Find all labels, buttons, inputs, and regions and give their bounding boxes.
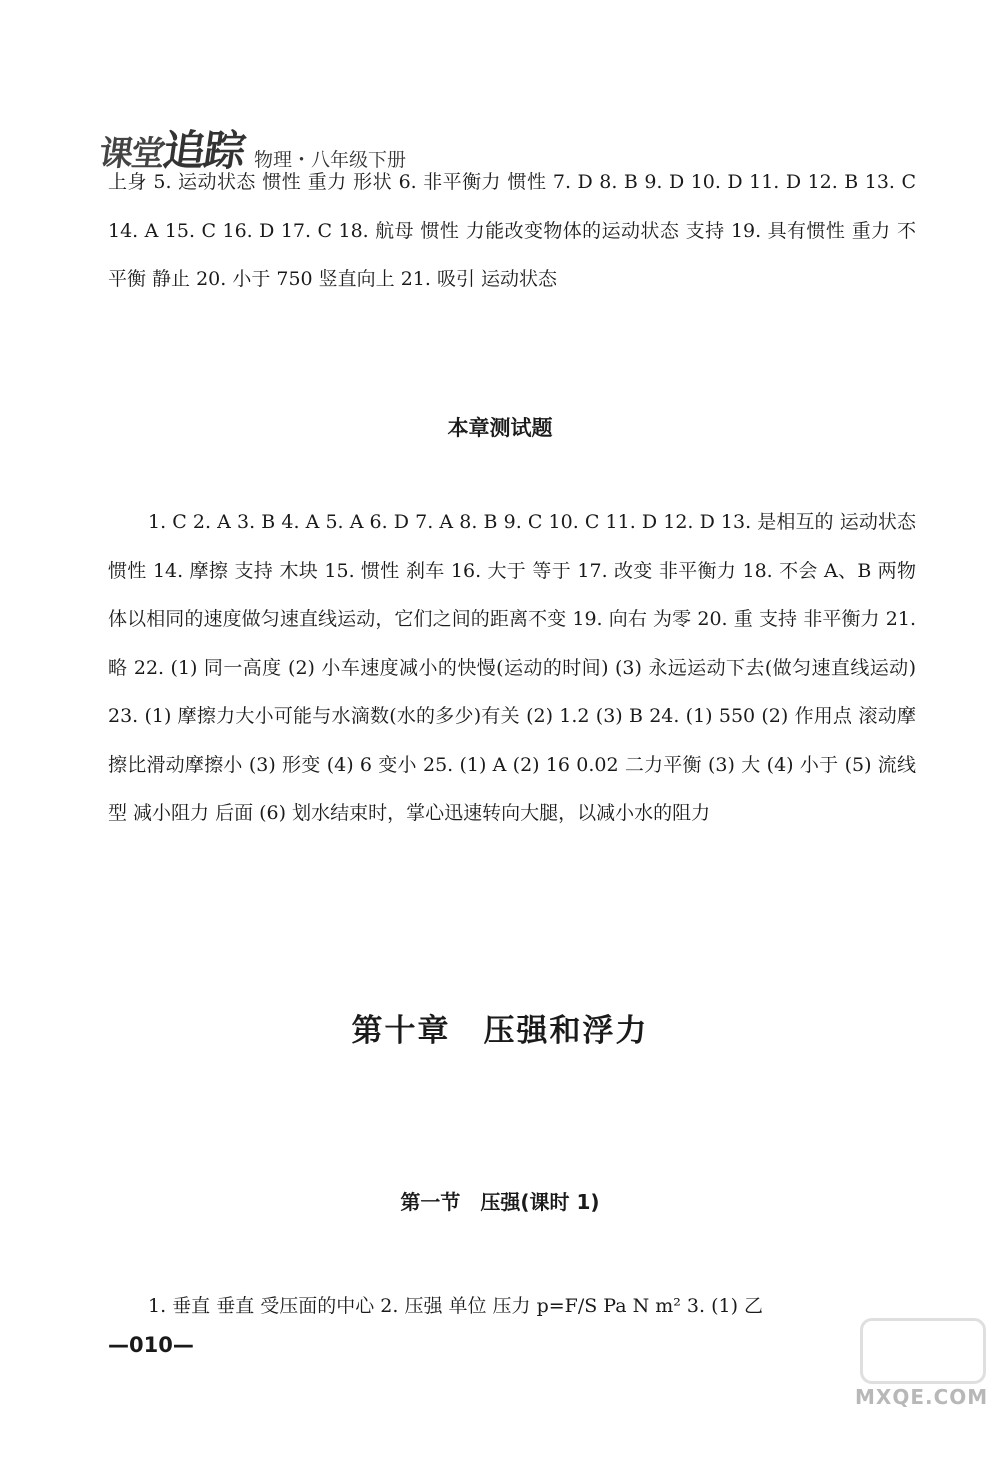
page-number: —010— (108, 1333, 194, 1357)
answer-block-3: 1. 垂直 垂直 受压面的中心 2. 压强 单位 压力 p=F/S Pa N m² 3. (1) 乙 (148, 1295, 764, 1317)
logo-emphasis: 追踪 (160, 126, 248, 175)
subject-label: 物理・八年级下册 (254, 149, 407, 171)
watermark-logo (860, 1318, 986, 1384)
answer-block-1: 上身 5. 运动状态 惯性 重力 形状 6. 非平衡力 惯性 7. D 8. B 9. D 10. D 11. D 12. B 13. C 14. A 15. C 16. D 17. C 18. 航母 惯性 力能改变物体的运动状态 支持 19. 具有惯性 重力 不平衡 静止 20. 小于 750 竖直向上 21. 吸引 运动状态 (108, 171, 916, 290)
answer-block-2: 1. C 2. A 3. B 4. A 5. A 6. D 7. A 8. B 9. C 10. C 11. D 12. D 13. 是相互的 运动状态 惯性 14. 摩擦 支持 木块 15. 惯性 刹车 16. 大于 等于 17. 改变 非平衡力 18. 不会 A、B 两物体以相同的速度做匀速直线运动，它们之间的距离不变 19. 向右 为零 20. 重 支持 非平衡力 21. 略 22. (1) 同一高度 (2) 小车速度减小的快慢(运动的时间) (3) 永远运动下去(做匀速直线运动) 23. (1) 摩擦力大小可能与水滴数(水的多少)有关 (2) 1.2 (3) B 24. (1) 550 (2) 作用点 滚动摩擦比滑动摩擦小 (3) 形变 (4) 6 变小 25. (1) A (2) 16 0.02 二力平衡 (3) 大 (4) 小于 (5) 流线型 减小阻力 后面 (6) 划水结束时，掌心迅速转向大腿，以减小水的阻力 (108, 511, 916, 824)
chapter-title: 第十章 压强和浮力 (351, 1013, 649, 1049)
section-title-lesson: 第一节 压强(课时 1) (400, 1190, 600, 1214)
watermark-text: MXQE.COM (855, 1385, 989, 1409)
logo-text: 课堂 (96, 134, 166, 174)
section-title-chapter-test: 本章测试题 (447, 416, 553, 440)
